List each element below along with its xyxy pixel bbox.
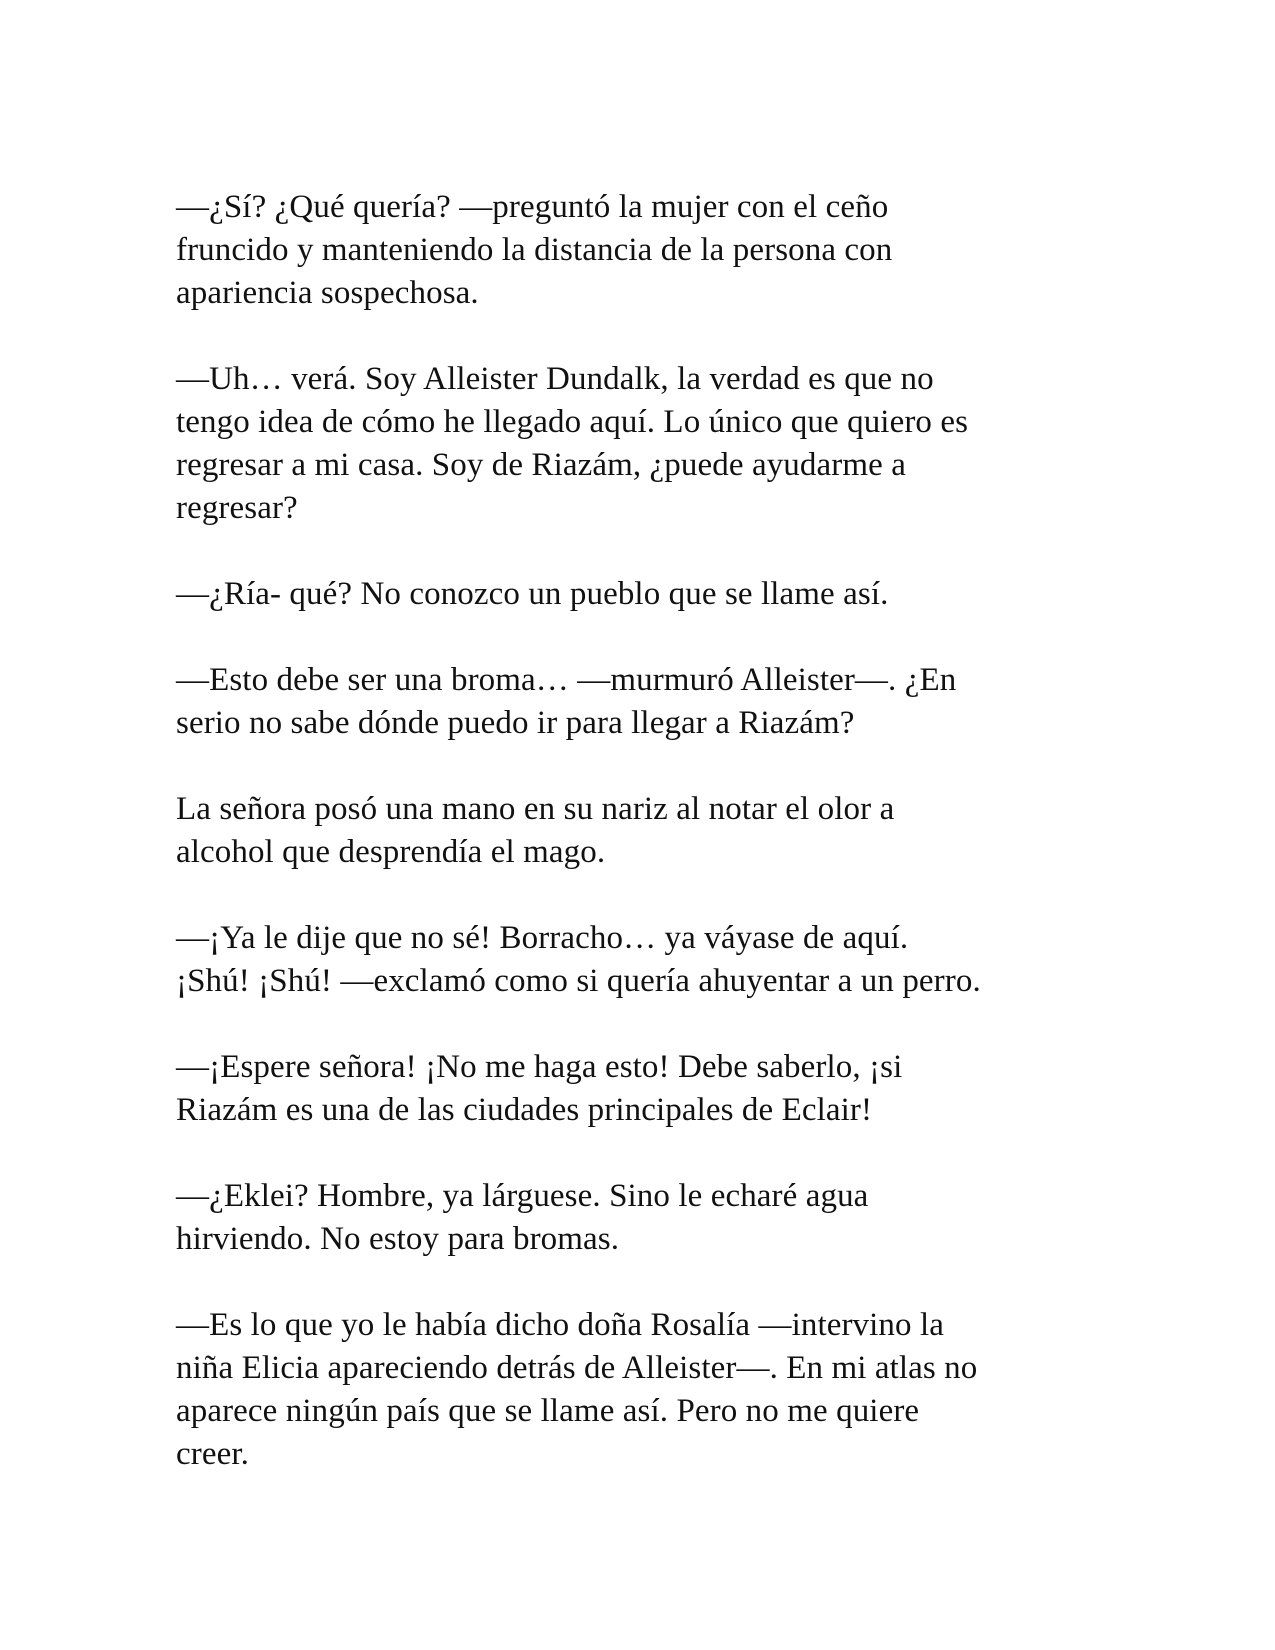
paragraph-8: —¿Eklei? Hombre, ya lárguese. Sino le echaré agua hirviendo. No estoy para bromas. [176, 1178, 869, 1257]
paragraph-5: La señora posó una mano en su nariz al notar el olor a alcohol que desprendía el mago. [176, 791, 895, 870]
paragraph-3: —¿Ría- qué? No conozco un pueblo que se llame así. [176, 576, 889, 612]
story-text [176, 186, 1096, 1476]
paragraph-1: —¿Sí? ¿Qué quería? —preguntó la mujer con el ceño fruncido y manteniendo la distancia de la persona con apariencia sospechosa. [176, 189, 893, 311]
paragraph-2: —Uh… verá. Soy Alleister Dundalk, la verdad es que no tengo idea de cómo he llegado aquí. Lo único que quiero es regresar a mi casa. Soy de Riazám, ¿puede ayudarme a regresar? [176, 361, 969, 526]
paragraph-6: —¡Ya le dije que no sé! Borracho… ya váyase de aquí. ¡Shú! ¡Shú! —exclamó como si quería ahuyentar a un perro. [176, 920, 981, 999]
paragraph-9: —Es lo que yo le había dicho doña Rosalía —intervino la niña Elicia apareciendo detrás de Alleister—. En mi atlas no aparece ningún país que se llame así. Pero no me quiere creer. [176, 1307, 978, 1472]
paragraph-4: —Esto debe ser una broma… —murmuró Alleister—. ¿En serio no sabe dónde puedo ir para llegar a Riazám? [176, 662, 957, 741]
paragraph-7: —¡Espere señora! ¡No me haga esto! Debe saberlo, ¡si Riazám es una de las ciudades principales de Eclair! [176, 1049, 903, 1128]
